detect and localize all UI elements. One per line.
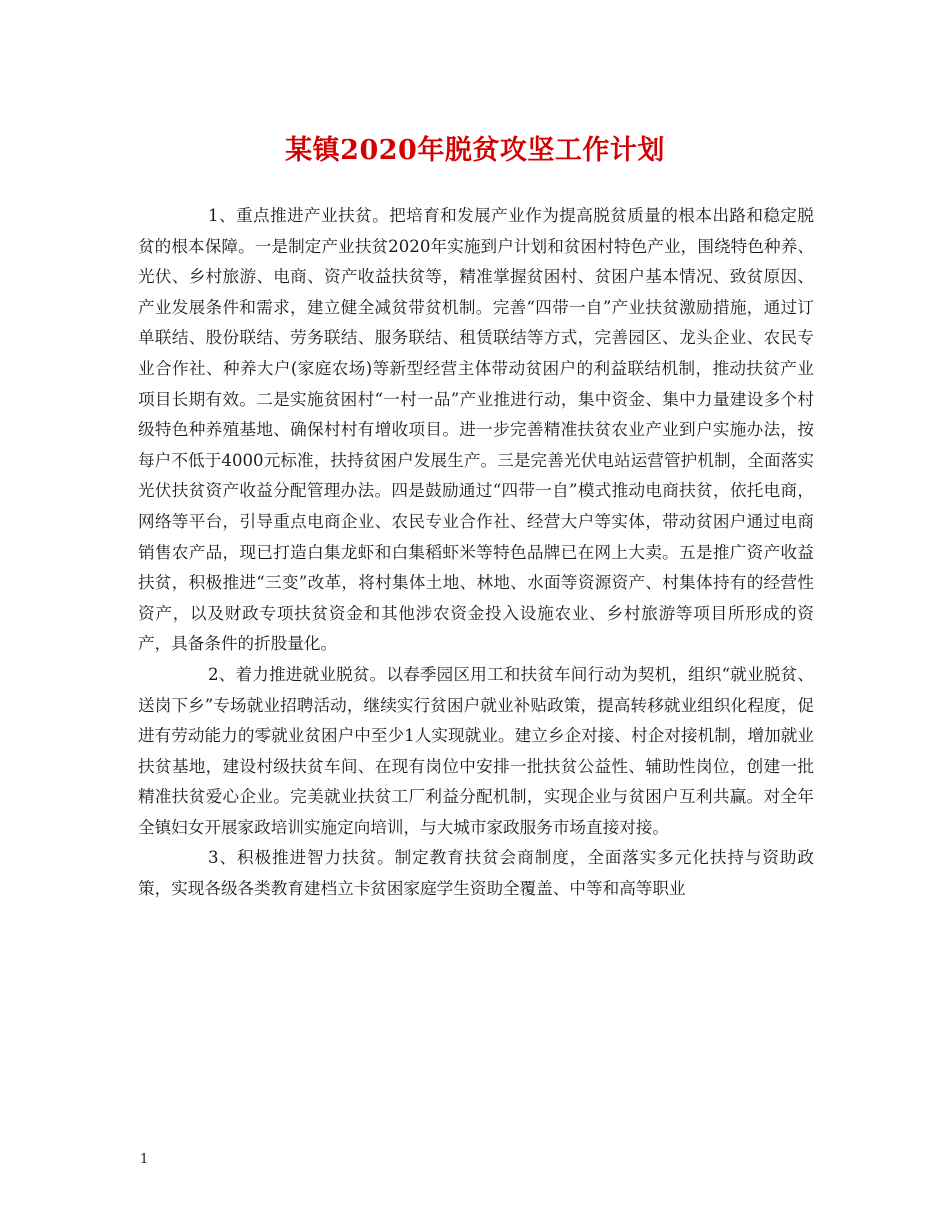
paragraph-employment-poverty-alleviation: 2、着力推进就业脱贫。以春季园区用工和扶贫车间行动为契机，组织“就业脱贫、送岗下乡”专场就业招聘活动，继续实行贫困户就业补贴政策，提高转移就业组织化程度，促进有劳动能力的零就业贫困户中至少1人实现就业。建立乡企对接、村企对接机制，增加就业扶贫基地，建设村级扶贫车间、在现有岗位中安排一批扶贫公益性、辅助性岗位，创建一批精准扶贫爱心企业。完美就业扶贫工厂利益分配机制，实现企业与贫困户互利共赢。对全年全镇妇女开展家政培训实施定向培训，与大城市家政服务市场直接对接。 xyxy=(138,664,814,837)
paragraph-industry-poverty-alleviation: 1、重点推进产业扶贫。把培育和发展产业作为提高脱贫质量的根本出路和稳定脱贫的根本保障。一是制定产业扶贫2020年实施到户计划和贫困村特色产业，围绕特色种养、光伏、乡村旅游、电商、资产收益扶贫等，精准掌握贫困村、贫困户基本情况、致贫原因、产业发展条件和需求，建立健全减贫带贫机制。完善“四带一自”产业扶贫激励措施，通过订单联结、股份联结、劳务联结、服务联结、租赁联结等方式，完善园区、龙头企业、农民专业合作社、种养大户(家庭农场)等新型经营主体带动贫困户的利益联结机制，推动扶贫产业项目长期有效。二是实施贫困村“一村一品”产业推进行动，集中资金、集中力量建设多个村级特色种养殖基地、确保村村有增收项目。进一步完善精准扶贫农业产业到户实施办法，按每户不低于4000元标准，扶持贫困户发展生产。三是完善光伏电站运营管护机制，全面落实光伏扶贫资产收益分配管理办法。四是鼓励通过“四带一自”模式推动电商扶贫，依托电商，网络等平台，引导重点电商企业、农民专业合作社、经营大户等实体，带动贫困户通过电商销售农产品，现已打造白集龙虾和白集稻虾米等特色品牌已在网上大卖。五是推广资产收益扶贫，积极推进“三变”改革，将村集体土地、林地、水面等资源资产、村集体持有的经营性资产，以及财政专项扶贫资金和其他涉农资金投入设施农业、乡村旅游等项目所形成的资产，具备条件的折股量化。 xyxy=(138,206,814,654)
document-title: 某镇2020年脱贫攻坚工作计划 xyxy=(285,135,665,166)
page-number: 1 xyxy=(140,1152,149,1167)
document-body xyxy=(138,201,814,905)
paragraph-education-poverty-alleviation: 3、积极推进智力扶贫。制定教育扶贫会商制度，全面落实多元化扶持与资助政策，实现各级各类教育建档立卡贫困家庭学生资助全覆盖、中等和高等职业 xyxy=(138,848,814,899)
